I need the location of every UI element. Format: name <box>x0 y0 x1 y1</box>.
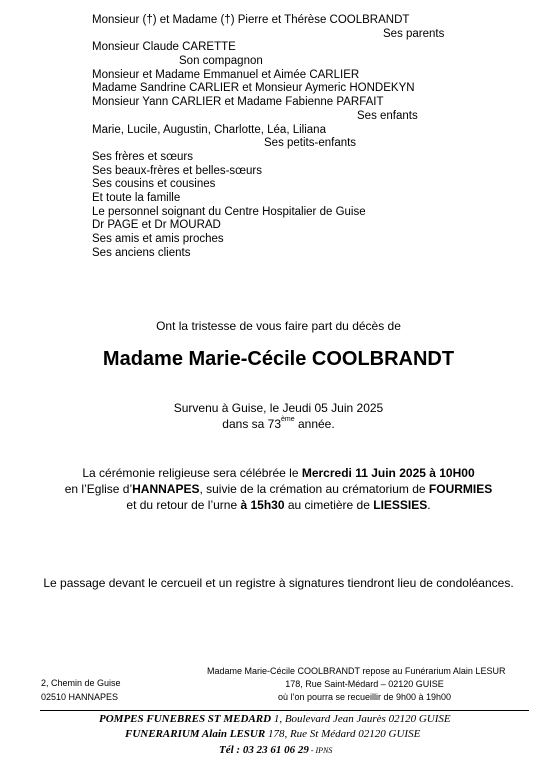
funerarium-line-2: 178, Rue Saint-Médard – 02120 GUISE <box>285 679 444 689</box>
ceremony-l3-end: . <box>427 498 431 512</box>
crematorium-place: FOURMIES <box>428 482 493 496</box>
other-line-8: Ses anciens clients <box>92 246 191 259</box>
other-line-4: Et toute la famille <box>92 191 181 204</box>
church-place: HANNAPES <box>132 482 200 496</box>
cemetery-place: LIESSIES <box>373 498 428 512</box>
parents-role: Ses parents <box>383 27 445 40</box>
ceremony-l3-mid: au cimetière de <box>284 498 374 512</box>
death-line-1: Survenu à Guise, le Jeudi 05 Juin 2025 <box>173 401 384 415</box>
other-line-2: Ses beaux-frères et belles-sœurs <box>92 164 263 177</box>
ceremony-l2-text: en l’Eglise d’ <box>64 482 133 496</box>
urn-time: à 15h30 <box>240 498 285 512</box>
footer-divider <box>40 710 529 711</box>
funerarium-name: FUNERARIUM Alain LESUR <box>125 728 266 740</box>
children-line-1: Monsieur et Madame Emmanuel et Aimée CARLIER <box>92 68 360 81</box>
condolences-text: Le passage devant le cercueil et un registre à signatures tiendront lieu de condoléances. <box>43 576 514 590</box>
ceremony-date: Mercredi 11 Juin 2025 à 10H00 <box>301 466 475 480</box>
footer-line-3 <box>219 744 332 756</box>
year-text: année. <box>294 417 335 431</box>
deceased-name: Madame Marie-Cécile COOLBRANDT <box>102 348 455 370</box>
ceremony-line-3 <box>0 498 557 512</box>
age-text: dans sa 73 <box>222 417 282 431</box>
companion-line: Monsieur Claude CARETTE <box>92 41 236 54</box>
age-superscript: ème <box>281 416 295 423</box>
footer-line-2 <box>125 728 420 740</box>
grandchildren-line: Marie, Lucile, Augustin, Charlotte, Léa, Liliana <box>92 123 326 136</box>
companion-role: Son compagnon <box>179 55 263 68</box>
ceremony-l2-mid: , suivie de la crémation au crématorium de <box>199 482 429 496</box>
intro-text: Ont la tristesse de vous faire part du décès de <box>156 319 401 333</box>
other-line-7: Ses amis et amis proches <box>92 233 224 245</box>
other-line-5: Le personnel soignant du Centre Hospitalier de Guise <box>92 205 366 218</box>
funerarium-line-3: où l’on pourra se recueillir de 9h00 à 19h00 <box>277 692 452 702</box>
funeral-home-name: POMPES FUNEBRES ST MEDARD <box>99 713 272 725</box>
funerarium-line-1: Madame Marie-Cécile COOLBRANDT repose au Funérarium Alain LESUR <box>207 666 506 676</box>
ceremony-l3-text: et du retour de l’urne <box>126 498 241 512</box>
family-list <box>92 14 444 260</box>
other-line-3: Ses cousins et cousines <box>92 178 216 191</box>
address-line-2: 02510 HANNAPES <box>41 692 119 702</box>
funerarium-address: 178, Rue St Médard 02120 GUISE <box>265 728 421 740</box>
children-role: Ses enfants <box>357 109 418 122</box>
grandchildren-role: Ses petits-enfants <box>264 137 357 150</box>
parents-line: Monsieur (†) et Madame (†) Pierre et Thérèse COOLBRANDT <box>92 14 410 26</box>
address-line-1: 2, Chemin de Guise <box>41 678 121 688</box>
other-line-1: Ses frères et sœurs <box>92 150 193 163</box>
children-line-2: Madame Sandrine CARLIER et Monsieur Aymeric HONDEKYN <box>92 82 415 95</box>
footer-line-1 <box>99 713 451 725</box>
ipns-mark: - IPNS <box>308 746 333 755</box>
funeral-home-address: 1, Boulevard Jean Jaurès 02120 GUISE <box>271 713 451 725</box>
children-line-3: Monsieur Yann CARLIER et Madame Fabienne PARFAIT <box>92 96 384 109</box>
ceremony-line-1 <box>0 466 557 480</box>
other-line-6: Dr PAGE et Dr MOURAD <box>92 219 221 232</box>
ceremony-l1-text: La cérémonie religieuse sera célébrée le <box>82 466 302 480</box>
death-line-2 <box>0 417 557 431</box>
ceremony-line-2 <box>0 482 557 496</box>
phone-number: Tél : 03 23 61 06 29 <box>219 744 309 756</box>
